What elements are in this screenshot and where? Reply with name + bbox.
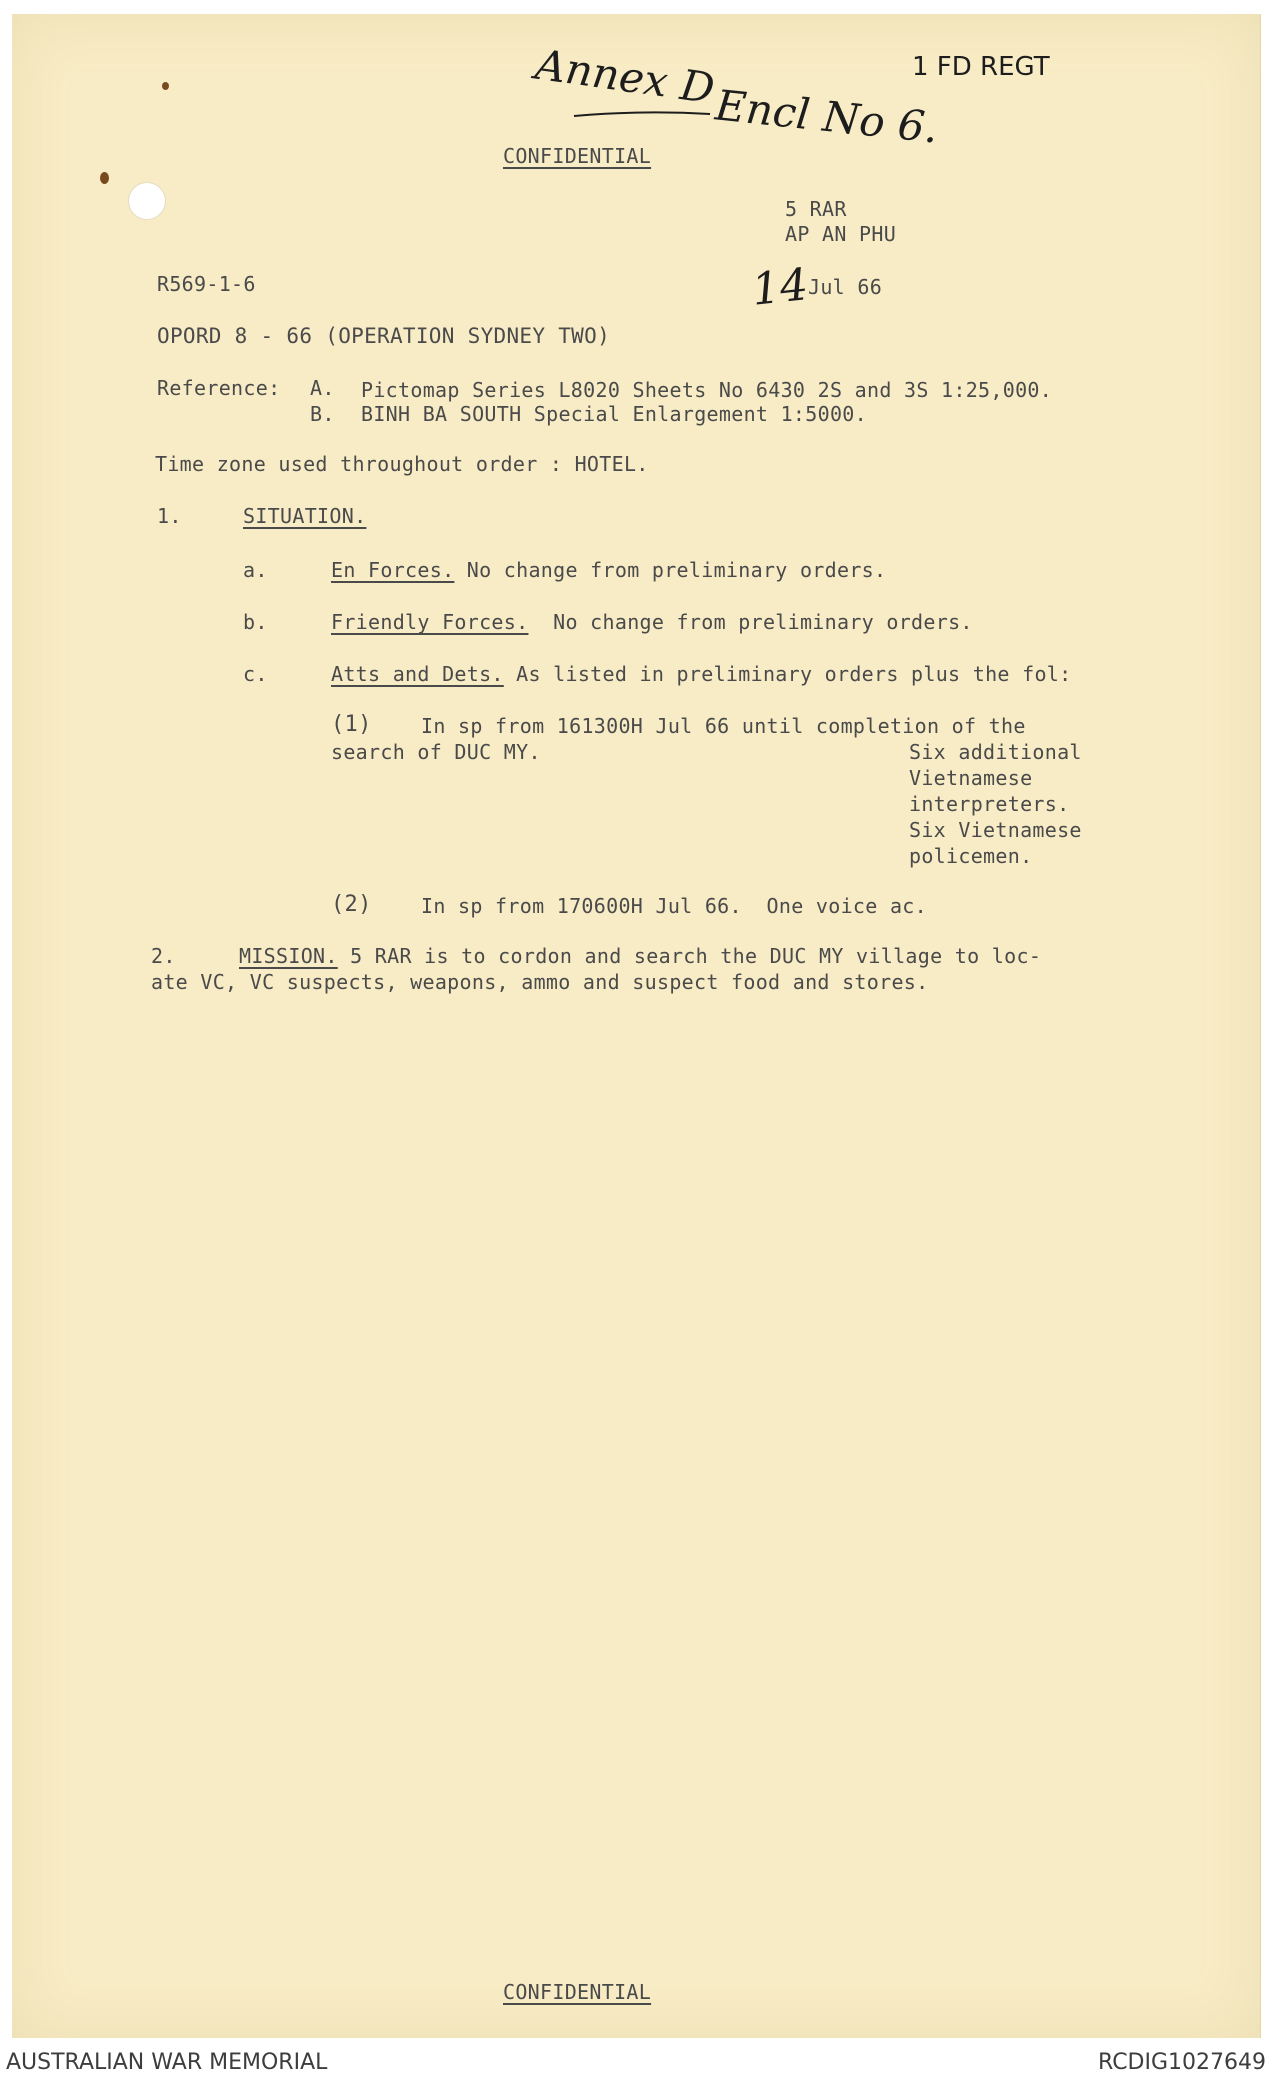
file-reference: R569-1-6 <box>157 272 256 296</box>
subpara-text: As listed in preliminary orders plus the fol: <box>503 662 1072 686</box>
subpara-title: En Forces. <box>331 558 455 582</box>
handwritten-underline <box>572 108 712 122</box>
mission-heading: MISSION. <box>239 944 338 968</box>
subpara-letter: a. <box>243 558 268 582</box>
subpara-text: No change from preliminary orders. <box>528 610 973 634</box>
credit-right: RCDIG1027649 <box>1098 2050 1267 2075</box>
subpara-title: Friendly Forces. <box>331 610 529 634</box>
subpara-title: Atts and Dets. <box>331 662 504 686</box>
situation-heading: SITUATION. <box>243 504 367 528</box>
reference-text: Pictomap Series L8020 Sheets No 6430 2S and 3S 1:25,000. <box>361 378 1053 402</box>
para-number: 2. <box>151 944 176 968</box>
item-detail: interpreters. <box>909 792 1070 816</box>
reference-label: Reference: <box>157 376 281 400</box>
punch-hole <box>128 182 166 220</box>
subpara-line <box>331 662 1071 686</box>
reference-letter: B. <box>310 402 335 426</box>
reference-letter: A. <box>310 376 335 400</box>
item-number: (1) <box>331 712 372 737</box>
item-text: In sp from 170600H Jul 66. One voice ac. <box>421 894 927 918</box>
item-detail: policemen. <box>909 844 1033 868</box>
unit: 5 RAR <box>785 197 847 221</box>
rust-spot <box>100 172 109 184</box>
subpara-line <box>331 610 973 634</box>
date: Jul 66 <box>808 275 883 299</box>
mission-text: ate VC, VC suspects, weapons, ammo and suspect food and stores. <box>151 970 929 994</box>
handwritten-encl: Encl No 6. <box>713 80 941 153</box>
mission-text: 5 RAR is to cordon and search the DUC MY village to loc- <box>337 944 1042 968</box>
para-number: 1. <box>157 504 182 528</box>
handwritten-annex: Annex D <box>532 39 718 114</box>
classification-top: CONFIDENTIAL <box>503 144 652 168</box>
subpara-letter: c. <box>243 662 268 686</box>
subpara-text: No change from preliminary orders. <box>454 558 887 582</box>
item-text: In sp from 161300H Jul 66 until completion of the <box>421 714 1026 738</box>
item-text: search of DUC MY. <box>331 740 541 764</box>
mission-line <box>239 944 1041 968</box>
credit-left: AUSTRALIAN WAR MEMORIAL <box>6 2050 328 2075</box>
item-detail: Six Vietnamese <box>909 818 1082 842</box>
item-detail: Vietnamese <box>909 766 1033 790</box>
handwritten-date-day: 14 <box>749 259 811 316</box>
classification-bottom: CONFIDENTIAL <box>503 1980 652 2004</box>
document-sheet <box>12 14 1261 2038</box>
rust-spot <box>162 82 169 90</box>
item-number: (2) <box>331 892 372 917</box>
reference-text: BINH BA SOUTH Special Enlargement 1:5000. <box>361 402 867 426</box>
handwritten-regt: 1 FD REGT <box>912 52 1050 82</box>
subpara-line <box>331 558 886 582</box>
order-title: OPORD 8 - 66 (OPERATION SYDNEY TWO) <box>157 324 611 348</box>
location: AP AN PHU <box>785 222 897 246</box>
item-detail: Six additional <box>909 740 1082 764</box>
time-zone: Time zone used throughout order : HOTEL. <box>155 452 649 476</box>
subpara-letter: b. <box>243 610 268 634</box>
